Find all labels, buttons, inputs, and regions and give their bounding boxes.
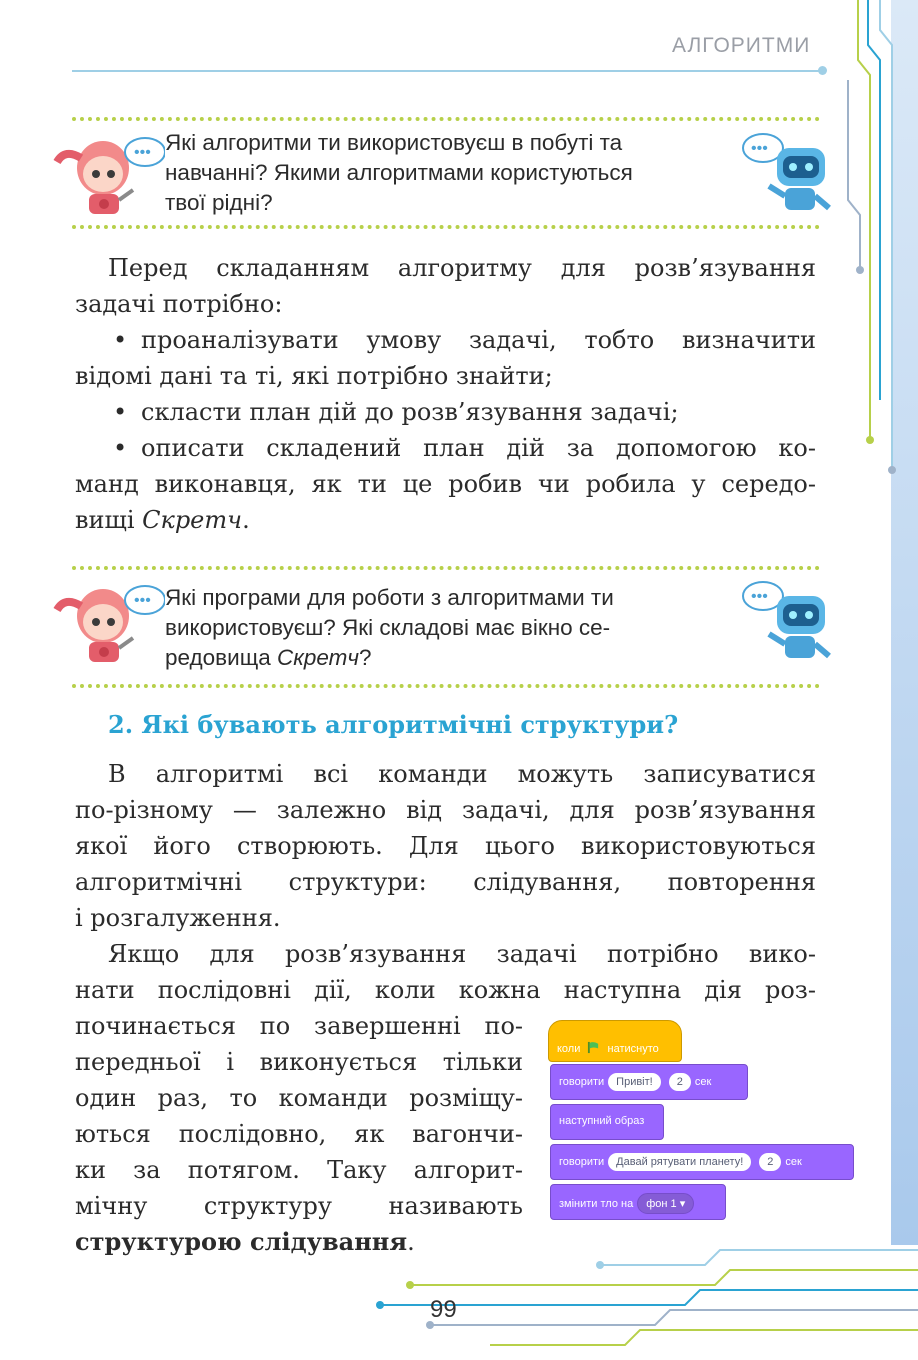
block-label: говорити — [559, 1156, 605, 1168]
bullet-marker: • — [113, 434, 128, 462]
question-line: твої рідні? — [165, 190, 273, 215]
text-line: ються послідовно, як вагончи- — [75, 1120, 523, 1148]
scratch-script — [548, 1012, 858, 1222]
header-rule — [72, 70, 822, 72]
secs-input[interactable]: 2 — [669, 1073, 691, 1091]
text-line: і розгалуження. — [75, 904, 281, 932]
scratch-term: Скретч — [276, 645, 360, 670]
text-fragment: вищі — [75, 506, 143, 534]
question-line — [165, 643, 728, 673]
text-line: Якщо для розв’язування задачі потрібно вико- — [108, 940, 816, 968]
paragraph-sequence — [75, 936, 816, 1008]
bullet-item — [75, 322, 816, 358]
block-label: наступний образ — [559, 1115, 645, 1127]
backdrop-dropdown[interactable]: фон 1 ▾ — [637, 1193, 694, 1214]
svg-text:•••: ••• — [751, 588, 768, 605]
text-line: по-різному — залежно від задачі, для розв’язування — [75, 796, 816, 824]
bullet-text: описати складений план дій за допомогою ко- — [141, 434, 816, 462]
text-line: Перед складанням алгоритму для розв’язування — [108, 254, 816, 282]
header-dot — [818, 66, 827, 75]
bullet-marker: • — [113, 326, 128, 354]
block-label: говорити — [559, 1076, 605, 1088]
question-line: Які алгоритми ти використовуєш в побуті та — [165, 130, 623, 155]
text-line — [75, 1224, 523, 1260]
paragraph-sequence-narrow — [75, 1008, 523, 1260]
text-line: якої його створюють. Для цього використовуються — [75, 832, 816, 860]
text-fragment: редовища — [165, 645, 277, 670]
scratch-term: Скретч — [142, 506, 243, 534]
text-line: задачі потрібно: — [75, 290, 283, 318]
svg-text:•••: ••• — [751, 140, 768, 157]
text-line — [75, 502, 816, 538]
section-title: АЛГОРИТМИ — [672, 34, 811, 57]
bullet-marker: • — [113, 398, 128, 426]
bullet-item — [75, 430, 816, 466]
text-line: відомі дані та ті, які потрібно знайти; — [75, 362, 553, 390]
text-line: манд виконавця, як ти це робив чи робила у середо- — [75, 470, 816, 498]
next-costume-block — [550, 1104, 664, 1140]
question-line: навчанні? Якими алгоритмами користуються — [165, 160, 633, 185]
svg-text:•••: ••• — [134, 144, 151, 161]
switch-backdrop-block — [550, 1184, 726, 1220]
event-hat-block — [548, 1020, 682, 1062]
block-label: змінити тло на — [559, 1198, 634, 1210]
question-line: Які програми для роботи з алгоритмами ти — [165, 585, 614, 610]
bullet-text: скласти план дій до розв’язування задачі; — [141, 398, 679, 426]
bullet-text: проаналізувати умову задачі, тобто визначити — [141, 326, 816, 354]
say-block — [550, 1064, 748, 1100]
hat-text: коли — [557, 1043, 581, 1055]
question-text-2 — [165, 583, 728, 673]
text-line: ки за потягом. Таку алгорит- — [75, 1156, 523, 1184]
text-fragment: . — [242, 506, 250, 534]
dotted-divider — [72, 566, 820, 570]
block-label: сек — [694, 1076, 712, 1088]
dotted-divider — [72, 117, 820, 121]
intro-paragraph — [75, 250, 816, 538]
secs-input[interactable]: 2 — [759, 1153, 781, 1171]
say-text-input[interactable]: Давай рятувати планету! — [608, 1153, 751, 1171]
page-number: 99 — [430, 1296, 457, 1323]
girl-character-icon — [45, 578, 165, 668]
text-line: один раз, то команди розміщу- — [75, 1084, 523, 1112]
dotted-divider — [72, 684, 820, 688]
green-flag-icon — [587, 1041, 600, 1054]
robot-character-icon — [735, 130, 845, 220]
key-term: структурою слідування — [75, 1227, 408, 1256]
hat-label — [557, 1041, 659, 1055]
block-label: сек — [785, 1156, 802, 1168]
text-fragment: . — [407, 1228, 415, 1256]
text-line: починається по завершенні по- — [75, 1012, 523, 1040]
question-text-1 — [165, 128, 728, 218]
text-line: алгоритмічні структури: слідування, повторення — [75, 868, 816, 896]
bullet-item — [75, 394, 816, 430]
section-heading: 2. Які бувають алгоритмічні структури? — [108, 710, 679, 739]
say-text-input[interactable]: Привіт! — [608, 1073, 661, 1091]
paragraph-structures — [75, 756, 816, 936]
question-line: використовуєш? Які складові має вікно се- — [165, 615, 611, 640]
dotted-divider — [72, 225, 820, 229]
text-line: передньої і виконується тільки — [75, 1048, 523, 1076]
text-line: нати послідовні дії, коли кожна наступна дія роз- — [75, 976, 816, 1004]
say-block — [550, 1144, 854, 1180]
robot-character-icon — [735, 578, 845, 668]
text-line: В алгоритмі всі команди можуть записуватися — [108, 760, 816, 788]
girl-character-icon — [45, 130, 165, 220]
hat-text: натиснуто — [607, 1043, 659, 1055]
text-line: мічну структуру називають — [75, 1192, 523, 1220]
svg-text:•••: ••• — [134, 592, 151, 609]
text-fragment: ? — [359, 645, 372, 670]
